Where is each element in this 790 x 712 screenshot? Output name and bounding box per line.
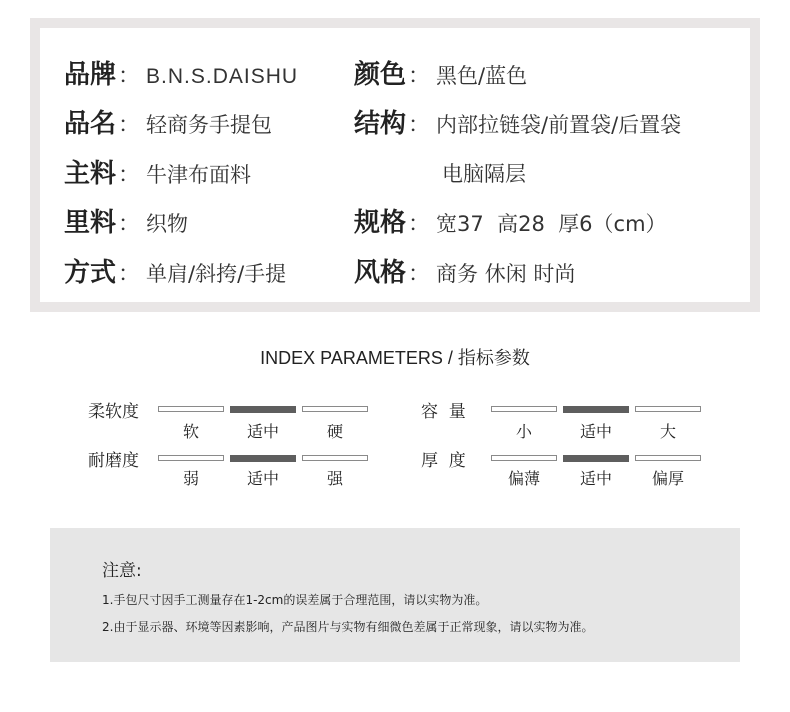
thickness-option-medium: 适中 — [579, 469, 612, 488]
spec-structure — [354, 104, 681, 144]
capacity-bar-large — [635, 406, 701, 412]
capacity-bar-medium — [563, 406, 629, 413]
lining-label: 里料 — [64, 208, 117, 238]
spec-size — [354, 203, 667, 243]
index-parameters-title: INDEX PARAMETERS / 指标参数 — [260, 348, 530, 368]
lining-colon: ： — [118, 212, 141, 237]
material-colon: ： — [118, 163, 141, 188]
wear-option-medium: 适中 — [246, 469, 279, 488]
softness-bar-medium — [230, 406, 296, 413]
size-value: 宽37 高28 厚6（cm） — [436, 212, 667, 236]
lining-value: 织物 — [146, 212, 189, 236]
spec-panel — [40, 28, 750, 302]
style-colon: ： — [408, 262, 431, 287]
thickness-bar-thick — [635, 455, 701, 461]
color-label: 颜色 — [354, 60, 407, 90]
spec-name — [64, 104, 272, 144]
capacity-option-large: 大 — [659, 422, 676, 441]
carry-value: 单肩/斜挎/手提 — [146, 262, 287, 286]
spec-style — [354, 253, 575, 293]
softness-bar-soft — [158, 406, 224, 412]
wear-option-weak: 弱 — [182, 469, 199, 488]
brand-colon: ： — [118, 64, 141, 89]
color-value: 黑色/蓝色 — [436, 64, 528, 88]
spec-frame — [30, 18, 760, 312]
wear-bar-weak — [158, 455, 224, 461]
notes-panel — [50, 528, 740, 662]
softness-bar-hard — [302, 406, 368, 412]
thickness-option-thin: 偏薄 — [507, 469, 540, 488]
material-value: 牛津布面料 — [146, 163, 252, 187]
wear-bar-strong — [302, 455, 368, 461]
color-colon: ： — [408, 64, 431, 89]
structure-value: 内部拉链袋/前置袋/后置袋 — [436, 113, 682, 137]
style-value: 商务 休闲 时尚 — [436, 262, 576, 286]
wear-label: 耐磨度 — [88, 451, 139, 471]
wear-option-strong: 强 — [326, 469, 343, 488]
capacity-option-small: 小 — [515, 422, 532, 441]
capacity-option-medium: 适中 — [579, 422, 612, 441]
spec-color — [354, 55, 527, 95]
thickness-bar-thin — [491, 455, 557, 461]
name-colon: ： — [118, 113, 141, 138]
brand-value: B.N.S.DAISHU — [146, 65, 299, 88]
notes-title: 注意: — [102, 561, 142, 581]
softness-option-hard: 硬 — [326, 422, 343, 441]
structure-colon: ： — [408, 113, 431, 138]
carry-label: 方式 — [64, 258, 117, 288]
note-line-1: 1.手包尺寸因手工测量存在1-2cm的误差属于合理范围，请以实物为准。 — [102, 593, 488, 607]
spec-material — [64, 154, 251, 194]
thickness-bar-medium — [563, 455, 629, 462]
name-value: 轻商务手提包 — [146, 113, 273, 137]
note-line-2: 2.由于显示器、环境等因素影响，产品图片与实物有细微色差属于正常现象，请以实物为准。 — [102, 620, 594, 634]
capacity-label: 容 量 — [421, 402, 466, 422]
structure-label: 结构 — [354, 109, 407, 139]
softness-option-medium: 适中 — [246, 422, 279, 441]
wear-bar-medium — [230, 455, 296, 462]
size-label: 规格 — [354, 208, 407, 238]
carry-colon: ： — [118, 262, 141, 287]
softness-option-soft: 软 — [182, 422, 199, 441]
style-label: 风格 — [354, 258, 407, 288]
material-label: 主料 — [64, 159, 117, 189]
capacity-bar-small — [491, 406, 557, 412]
spec-brand — [64, 55, 298, 95]
spec-carry — [64, 253, 286, 293]
brand-label: 品牌 — [64, 60, 117, 90]
thickness-option-thick: 偏厚 — [651, 469, 684, 488]
structure-value-2: 电脑隔层 — [442, 162, 526, 186]
spec-lining — [64, 203, 188, 243]
name-label: 品名 — [64, 109, 117, 139]
softness-label: 柔软度 — [88, 402, 139, 422]
size-colon: ： — [408, 212, 431, 237]
thickness-label: 厚 度 — [421, 451, 466, 471]
spec-structure-cont — [442, 154, 526, 194]
